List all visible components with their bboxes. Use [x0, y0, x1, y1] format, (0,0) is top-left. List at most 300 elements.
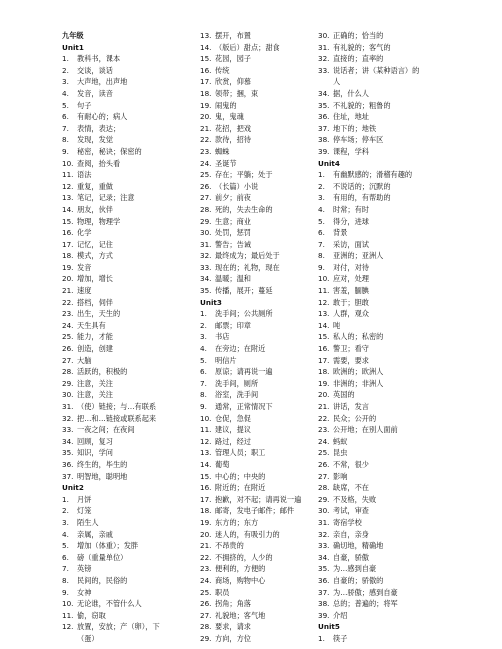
item-number: 3. [62, 77, 69, 87]
vocab-item [62, 436, 190, 448]
item-meaning: 得分，进球 [333, 216, 369, 226]
vocab-item [318, 598, 448, 610]
item-number: 25. [200, 170, 212, 180]
vocab-item [62, 575, 190, 587]
item-meaning: 课程，学科 [333, 146, 369, 156]
item-number: 39. [318, 610, 330, 620]
item-number: 4. [200, 344, 207, 354]
vocab-item [200, 610, 330, 622]
item-meaning: 鬼，鬼魂 [215, 112, 244, 122]
item-meaning: 处罚，惩罚 [215, 228, 251, 238]
item-meaning: 大脑 [77, 355, 92, 365]
item-meaning: 邮寄，发电子邮件；邮件 [215, 506, 295, 516]
item-meaning: 需要，要求 [333, 355, 369, 365]
item-number: 24. [200, 158, 212, 168]
item-meaning: 原谅；请再说一遍 [215, 367, 273, 377]
item-number: 33. [318, 65, 330, 75]
vocab-item [318, 563, 448, 575]
vocab-item [62, 158, 190, 170]
item-meaning: 发音 [77, 262, 92, 272]
item-meaning: 私人的；私密的 [333, 332, 384, 342]
item-number: 22. [318, 413, 330, 423]
vocab-item [318, 30, 448, 42]
item-number: 11. [62, 610, 74, 620]
vocab-item [62, 598, 190, 610]
vocab-item [62, 343, 190, 355]
item-number: 20. [200, 529, 212, 539]
item-meaning: 警卫；看守 [333, 344, 369, 354]
item-number: 6. [200, 367, 207, 377]
vocab-item [318, 100, 448, 112]
item-meaning: 民间的，民俗的 [77, 575, 128, 585]
item-meaning: 笔记，记录；注意 [77, 193, 135, 203]
item-number: 8. [62, 575, 69, 585]
column-3 [318, 30, 448, 644]
unit-heading: Unit2 [62, 483, 84, 493]
item-number: 32. [318, 529, 330, 539]
item-number: 24. [200, 575, 212, 585]
item-number: 38. [318, 599, 330, 609]
item-number: 13. [200, 31, 212, 40]
vocab-item [200, 471, 330, 483]
vocab-item [62, 587, 190, 599]
item-number: 12. [62, 622, 74, 632]
item-meaning: 筷子 [333, 633, 348, 643]
vocab-item [62, 413, 190, 425]
item-number: 6. [62, 552, 69, 562]
vocab-item [200, 100, 330, 112]
item-number: 24. [62, 320, 74, 330]
item-number: 35. [200, 286, 212, 296]
item-meaning: 无论谁，不管什么人 [77, 599, 142, 609]
vocab-item [62, 146, 190, 158]
unit-heading: Unit4 [318, 158, 340, 168]
item-number: 19. [200, 100, 212, 110]
item-number: 18. [62, 251, 74, 261]
item-meaning: 为…感到自豪 [333, 564, 377, 574]
item-meaning: 洗手间；公共厕所 [215, 309, 273, 319]
item-meaning: 最终成为；最后处于 [215, 251, 280, 261]
vocab-item [200, 482, 330, 494]
vocab-item [318, 285, 448, 297]
vocab-item [200, 285, 330, 297]
vocab-item [200, 204, 330, 216]
item-number: 37. [318, 123, 330, 133]
item-number: 10. [318, 274, 330, 284]
item-meaning: 英国的 [333, 390, 355, 400]
item-meaning: 洗手间，厕所 [215, 378, 259, 388]
item-meaning: 便利的，方便的 [215, 564, 266, 574]
item-number: 23. [200, 146, 212, 156]
item-number: 7. [62, 123, 69, 133]
item-meaning: 影响 [333, 471, 348, 481]
vocab-item [200, 111, 330, 123]
item-meaning: 知识，学问 [77, 448, 113, 458]
item-number: 23. [62, 309, 74, 319]
item-number: 26. [200, 181, 212, 191]
item-number: 19. [62, 262, 74, 272]
item-meaning: 对付，对待 [333, 262, 369, 272]
item-meaning: 有用的，有帮助的 [333, 193, 391, 203]
vocab-item [318, 517, 448, 529]
vocab-item [318, 204, 448, 216]
vocab-item [62, 100, 190, 112]
item-number: 32. [62, 413, 74, 423]
vocab-item [200, 529, 330, 541]
item-number: 1. [200, 309, 207, 319]
vocab-item [318, 633, 448, 645]
item-number: 16. [200, 483, 212, 493]
item-number: 37. [62, 471, 74, 481]
item-number: 33. [318, 541, 330, 551]
item-meaning: 交谈，谈话 [77, 65, 113, 75]
vocab-item [318, 378, 448, 390]
item-meaning: 创造，创建 [77, 344, 113, 354]
item-number: 10. [200, 413, 212, 423]
vocab-item [200, 320, 330, 332]
item-number: 15. [200, 471, 212, 481]
item-meaning: 领带；捆，束 [215, 88, 259, 98]
item-meaning: （版后）甜点；甜食 [215, 42, 280, 52]
item-meaning: 中心的；中央的 [215, 471, 266, 481]
item-meaning: 表情，表达； [77, 123, 121, 133]
vocab-item [318, 413, 448, 425]
vocab-item [318, 401, 448, 413]
vocab-item [200, 88, 330, 100]
item-meaning: 大声地，出声地 [77, 77, 128, 87]
item-number: 27. [200, 193, 212, 203]
vocab-item [318, 297, 448, 309]
vocab-item [318, 273, 448, 285]
item-meaning: 物理，物理学 [77, 216, 121, 226]
item-number: 5. [62, 100, 69, 110]
vocab-item [62, 610, 190, 622]
vocab-item [62, 552, 190, 564]
unit-heading: Unit3 [200, 297, 222, 307]
vocab-item [62, 331, 190, 343]
item-number: 36. [62, 459, 74, 469]
item-number: 25. [318, 448, 330, 458]
item-meaning: 考试，审查 [333, 506, 369, 516]
item-meaning: 通常，正常情况下 [215, 402, 273, 411]
item-meaning: 不说话的；沉默的 [333, 181, 391, 191]
item-meaning: 浴室，洗手间 [215, 390, 259, 400]
item-meaning: 教科书，课本 [77, 54, 121, 64]
vocab-item [318, 146, 448, 158]
item-meaning: 公开地；在别人面前 [333, 425, 398, 435]
item-number: 9. [62, 146, 69, 156]
item-number: 5. [200, 355, 207, 365]
item-meaning: 东方的；东方 [215, 517, 259, 527]
item-meaning: 存在；平躺；处于 [215, 170, 273, 180]
item-meaning: 闹鬼的 [215, 100, 237, 110]
item-meaning: 欧洲的；欧洲人 [333, 367, 384, 377]
item-meaning: 陌生人 [77, 517, 99, 527]
vocab-item [318, 111, 448, 123]
vocab-item [62, 355, 190, 367]
vocab-item [62, 262, 190, 274]
item-number: 8. [318, 251, 325, 261]
item-meaning: 非洲的；非洲人 [333, 378, 384, 388]
item-meaning: 时常；有时 [333, 204, 369, 214]
vocab-item [318, 239, 448, 251]
item-number: 31. [62, 402, 74, 411]
vocab-item [62, 320, 190, 332]
item-meaning: 记忆，记住 [77, 239, 113, 249]
item-meaning: 秘密，秘诀；保密的 [77, 146, 142, 156]
vocab-item [200, 308, 330, 320]
item-meaning: 附近的；在附近 [215, 483, 266, 493]
item-meaning: 增加，增长 [77, 274, 113, 284]
item-meaning: 花招，把戏 [215, 123, 251, 133]
vocab-item [318, 123, 448, 135]
item-meaning: 蚂蚁 [333, 436, 348, 446]
item-number: 29. [62, 378, 74, 388]
vocab-item [62, 76, 190, 88]
item-number: 1. [62, 54, 69, 64]
item-number: 36. [318, 575, 330, 585]
item-number: 7. [318, 239, 325, 249]
item-meaning: 据，什么人 [333, 88, 369, 98]
item-meaning: 住址，地址 [333, 112, 369, 122]
vocab-item [62, 517, 190, 529]
item-number: 22. [200, 135, 212, 145]
item-meaning: 明信片 [215, 355, 237, 365]
vocab-item [62, 563, 190, 575]
item-meaning: 死的，失去生命的 [215, 204, 273, 214]
item-meaning: 句子 [77, 100, 92, 110]
item-meaning: 朋友，伙伴 [77, 204, 113, 214]
item-number: 39. [318, 146, 330, 156]
item-meaning: 抱歉，对不起；请再说一遍 [215, 494, 302, 504]
item-meaning: 吨 [333, 320, 341, 330]
vocab-item [318, 169, 448, 181]
item-meaning: 自豪的；骄傲的 [333, 575, 384, 585]
item-number: 5. [318, 216, 325, 226]
item-number: 16. [62, 228, 74, 238]
vocab-item [318, 436, 448, 448]
item-number: 3. [62, 517, 69, 527]
item-meaning: 款待，招待 [215, 135, 251, 145]
vocab-item [318, 424, 448, 436]
item-number: 34. [318, 552, 330, 562]
vocab-item [318, 320, 448, 332]
item-number: 35. [318, 564, 330, 574]
item-number: 1. [62, 494, 69, 504]
item-number: 28. [62, 367, 74, 377]
item-number: 11. [200, 425, 212, 435]
item-meaning: 发现，发觉 [77, 135, 113, 145]
item-number: 16. [318, 344, 330, 354]
item-number: 30. [62, 390, 74, 400]
item-number: 4. [62, 88, 69, 98]
vocab-item [318, 529, 448, 541]
item-number: 22. [62, 297, 74, 307]
vocab-item [200, 598, 330, 610]
item-number: 35. [318, 100, 330, 110]
item-meaning: 能力，才能 [77, 332, 113, 342]
vocab-item [200, 76, 330, 88]
vocab-item [200, 53, 330, 65]
item-meaning: 蜘蛛 [215, 146, 230, 156]
item-number: 31. [318, 517, 330, 527]
item-meaning: 灯笼 [77, 506, 92, 516]
item-meaning: 查阅，抬头看 [77, 158, 121, 168]
vocab-item [62, 285, 190, 297]
item-number: 37. [318, 587, 330, 597]
vocab-item [200, 587, 330, 599]
vocab-item [62, 494, 190, 506]
item-number: 27. [318, 471, 330, 481]
vocab-item [200, 169, 330, 181]
item-number: 11. [318, 286, 330, 296]
vocab-item [318, 227, 448, 239]
item-number: 3. [200, 332, 207, 342]
item-number: 20. [62, 274, 74, 284]
item-meaning: 民众；公开的 [333, 413, 377, 423]
item-number: 17. [62, 239, 74, 249]
vocab-item [318, 494, 448, 506]
item-meaning: 不及格，失败 [333, 494, 377, 504]
vocab-item [318, 216, 448, 228]
item-number: 11. [62, 170, 74, 180]
vocab-item [62, 389, 190, 401]
item-number: 25. [200, 587, 212, 597]
item-meaning: 把…和…链接或联系起来 [77, 413, 157, 423]
item-number: 20. [200, 112, 212, 122]
column-1 [62, 30, 190, 644]
item-meaning: 为…骄傲；感到自豪 [333, 587, 398, 597]
unit-heading: Unit1 [62, 42, 84, 52]
vocab-item [318, 134, 448, 146]
vocab-item [62, 378, 190, 390]
vocab-item [318, 505, 448, 517]
item-number: 7. [200, 378, 207, 388]
item-meaning: 采访，面试 [333, 239, 369, 249]
vocab-item [200, 424, 330, 436]
item-meaning: 拐角；角落 [215, 599, 251, 609]
vocab-item [62, 297, 190, 309]
vocab-item [62, 447, 190, 459]
vocab-item [200, 505, 330, 517]
item-number: 17. [200, 77, 212, 87]
item-meaning: 一夜之间；在夜间 [77, 425, 135, 435]
item-number: 14. [62, 204, 74, 214]
vocab-item [200, 65, 330, 77]
item-number: 27. [200, 610, 212, 620]
item-meaning: 昆虫 [333, 448, 348, 458]
vocab-item [62, 227, 190, 239]
item-number: 15. [200, 54, 212, 64]
item-meaning: 确切地，精确地 [333, 541, 384, 551]
unit-heading: Unit5 [318, 622, 340, 632]
item-number: 13. [318, 309, 330, 319]
vocab-item [200, 633, 330, 645]
vocab-item [200, 262, 330, 274]
item-meaning: 亚洲的；亚洲人 [333, 251, 384, 261]
item-number: 14. [200, 459, 212, 469]
item-meaning: 管理人员；职工 [215, 448, 266, 458]
item-meaning: 背景 [333, 228, 348, 238]
vocab-item [200, 181, 330, 193]
item-meaning: 磅（重量单位） [77, 552, 128, 562]
item-number: 4. [62, 529, 69, 539]
vocab-item [200, 401, 330, 413]
item-meaning: 不礼貌的；粗鲁的 [333, 100, 391, 110]
vocab-item [62, 88, 190, 100]
item-number: 28. [200, 622, 212, 632]
item-number: 2. [62, 506, 69, 516]
item-meaning: 直接的；直率的 [333, 54, 384, 64]
item-meaning: 有幽默感的；滑稽有趣的 [333, 170, 413, 180]
vocab-item [200, 436, 330, 448]
item-meaning: 化学 [77, 228, 92, 238]
item-meaning: 人群，观众 [333, 309, 369, 319]
item-number: 14. [200, 42, 212, 52]
vocab-item [318, 575, 448, 587]
item-number: 14. [318, 320, 330, 330]
vocab-item [200, 146, 330, 158]
item-meaning: 生意；商业 [215, 216, 251, 226]
item-meaning: 不常，很少 [333, 459, 369, 469]
item-number: 31. [200, 239, 212, 249]
vocab-item [200, 158, 330, 170]
item-number: 34. [318, 88, 330, 98]
item-number: 35. [62, 448, 74, 458]
item-number: 34. [200, 274, 212, 284]
vocab-item [200, 413, 330, 425]
item-meaning: （使）链接；与…有联系 [77, 402, 157, 411]
item-meaning: 温暖；温和 [215, 274, 251, 284]
item-meaning: 语法 [77, 170, 92, 180]
item-meaning: 欣赏，仰慕 [215, 77, 251, 87]
item-number: 18. [200, 88, 212, 98]
vocab-item [200, 459, 330, 471]
vocab-item [200, 239, 330, 251]
item-meaning: 说话者；讲（某种语言）的 [333, 65, 420, 75]
vocab-item [200, 494, 330, 506]
item-number: 8. [200, 390, 207, 400]
item-meaning: 亲自，亲身 [333, 529, 369, 539]
item-number: 29. [200, 216, 212, 226]
vocab-item [318, 482, 448, 494]
vocab-item [62, 239, 190, 251]
item-number: 20. [318, 390, 330, 400]
vocab-item [318, 389, 448, 401]
vocab-item [318, 308, 448, 320]
vocab-item [62, 111, 190, 123]
vocab-item [62, 192, 190, 204]
item-meaning: 仓促，急促 [215, 413, 251, 423]
vocab-item [200, 134, 330, 146]
item-number: 33. [62, 425, 74, 435]
item-number: 24. [318, 436, 330, 446]
item-number: 9. [200, 402, 207, 411]
item-meaning: 要求，请求 [215, 622, 251, 632]
item-number: 32. [200, 251, 212, 261]
item-meaning-continued: 人 [333, 77, 341, 87]
item-meaning: 敢于；胆敢 [333, 297, 369, 307]
vocab-item [200, 216, 330, 228]
vocab-item [62, 529, 190, 541]
vocab-item [62, 250, 190, 262]
item-meaning: 礼貌地；客气地 [215, 610, 266, 620]
vocab-item [318, 262, 448, 274]
item-number: 26. [62, 344, 74, 354]
item-meaning: 明智地，聪明地 [77, 471, 128, 481]
item-meaning: 介绍 [333, 610, 348, 620]
item-meaning: 女神 [77, 587, 92, 597]
